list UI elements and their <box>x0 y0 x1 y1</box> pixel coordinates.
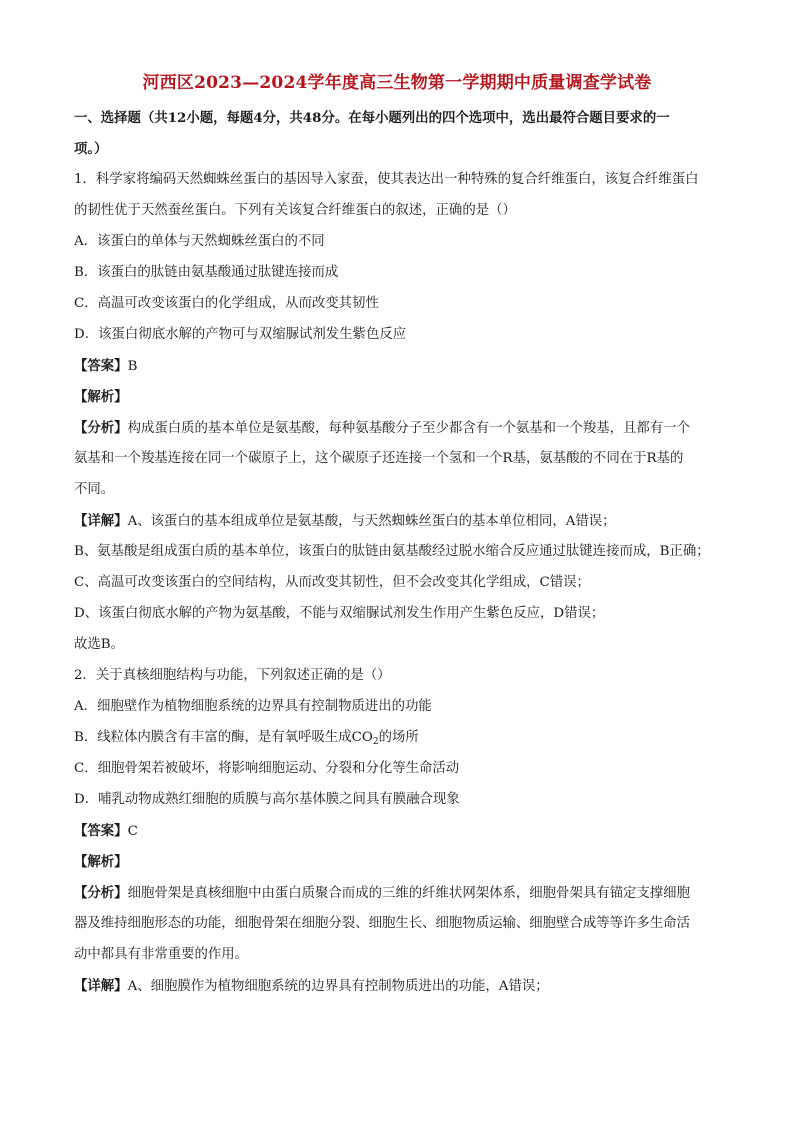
q1-answer <box>74 356 714 377</box>
q1-option-b: B．该蛋白的肽链由氨基酸通过肽键连接而成 <box>74 265 339 280</box>
fenxi-tag: 【分析】 <box>74 885 128 901</box>
section-heading-line1: 一、选择题（共12小题，每题4分，共48分。在每小题列出的四个选项中，选出最符合题目要求的一 <box>74 110 670 126</box>
q1-option-d: D．该蛋白彻底水解的产物可与双缩脲试剂发生紫色反应 <box>74 327 407 342</box>
option-b-text: B．线粒体内膜含有丰富的酶，是有氧呼吸生成CO <box>74 730 373 745</box>
q2-option-c: C．细胞骨架若被破坏，将影响细胞运动、分裂和分化等生命活动 <box>74 761 460 776</box>
q2-fenxi-line3: 动中都具有非常重要的作用。 <box>74 947 249 962</box>
fenxi-text: 构成蛋白质的基本单位是氨基酸，每种氨基酸分子至少都含有一个氨基和一个羧基，且都有一个 <box>127 421 690 436</box>
q1-analysis-tag: 【解析】 <box>74 389 128 405</box>
fenxi-tag: 【分析】 <box>74 420 128 436</box>
q1-fenxi-line2: 氨基和一个羧基连接在同一个碳原子上，这个碳原子还连接一个氢和一个R基，氨基酸的不同在于R基的 <box>74 451 684 466</box>
q2-option-a: A．细胞壁作为植物细胞系统的边界具有控制物质进出的功能 <box>74 699 432 714</box>
q1-stem-line2: 的韧性优于天然蚕丝蛋白。下列有关该复合纤维蛋白的叙述，正确的是（） <box>74 203 516 218</box>
q2-fenxi-line1 <box>74 883 714 904</box>
xiangjie-text: A、细胞膜作为植物细胞系统的边界具有控制物质进出的功能，A错误； <box>127 979 549 994</box>
xiangjie-text: A、该蛋白的基本组成单位是氨基酸，与天然蜘蛛丝蛋白的基本单位相同，A错误； <box>127 514 616 529</box>
q1-xiangjie-b: B、氨基酸是组成蛋白质的基本单位，该蛋白的肽链由氨基酸经过脱水缩合反应通过肽键连接而成，B正确； <box>74 544 710 559</box>
q1-stem-line1: 1．科学家将编码天然蜘蛛丝蛋白的基因导入家蚕，使其表达出一种特殊的复合纤维蛋白，该复合纤维蛋白 <box>74 172 699 187</box>
fenxi-text: 细胞骨架是真核细胞中由蛋白质聚合而成的三维的纤维状网架体系，细胞骨架具有锚定支撑细胞 <box>127 886 690 901</box>
answer-value: C <box>127 824 138 839</box>
q1-xiangjie-a <box>74 511 714 532</box>
q1-conclusion: 故选B。 <box>74 637 125 652</box>
q2-fenxi-line2: 器及维持细胞形态的功能，细胞骨架在细胞分裂、细胞生长、细胞物质运输、细胞壁合成等等许多生命活 <box>74 916 690 931</box>
section-heading-line2: 项。） <box>74 141 108 157</box>
q1-xiangjie-d: D、该蛋白彻底水解的产物为氨基酸，不能与双缩脲试剂发生作用产生紫色反应，D错误； <box>74 606 605 621</box>
q2-option-b <box>74 728 714 752</box>
q2-stem: 2．关于真核细胞结构与功能，下列叙述正确的是（） <box>74 668 391 683</box>
xiangjie-tag: 【详解】 <box>74 513 128 529</box>
answer-tag: 【答案】 <box>74 358 128 374</box>
page-title: 河西区2023—2024学年度高三生物第一学期期中质量调查学试卷 <box>142 73 652 93</box>
subscript-2: 2 <box>372 737 379 747</box>
answer-value: B <box>127 359 138 374</box>
xiangjie-tag: 【详解】 <box>74 978 128 994</box>
q1-xiangjie-c: C、高温可改变该蛋白的空间结构，从而改变其韧性，但不会改变其化学组成，C错误； <box>74 575 590 590</box>
q2-option-d: D．哺乳动物成熟红细胞的质膜与高尔基体膜之间具有膜融合现象 <box>74 792 460 807</box>
q1-option-c: C．高温可改变该蛋白的化学组成，从而改变其韧性 <box>74 296 379 311</box>
q1-fenxi-line1 <box>74 418 714 439</box>
q1-fenxi-line3: 不同。 <box>74 482 115 497</box>
q2-answer <box>74 821 714 842</box>
q2-xiangjie-a <box>74 976 714 997</box>
answer-tag: 【答案】 <box>74 823 128 839</box>
q2-analysis-tag: 【解析】 <box>74 854 128 870</box>
q1-option-a: A．该蛋白的单体与天然蜘蛛丝蛋白的不同 <box>74 234 325 249</box>
option-b-text-end: 的场所 <box>378 730 419 745</box>
